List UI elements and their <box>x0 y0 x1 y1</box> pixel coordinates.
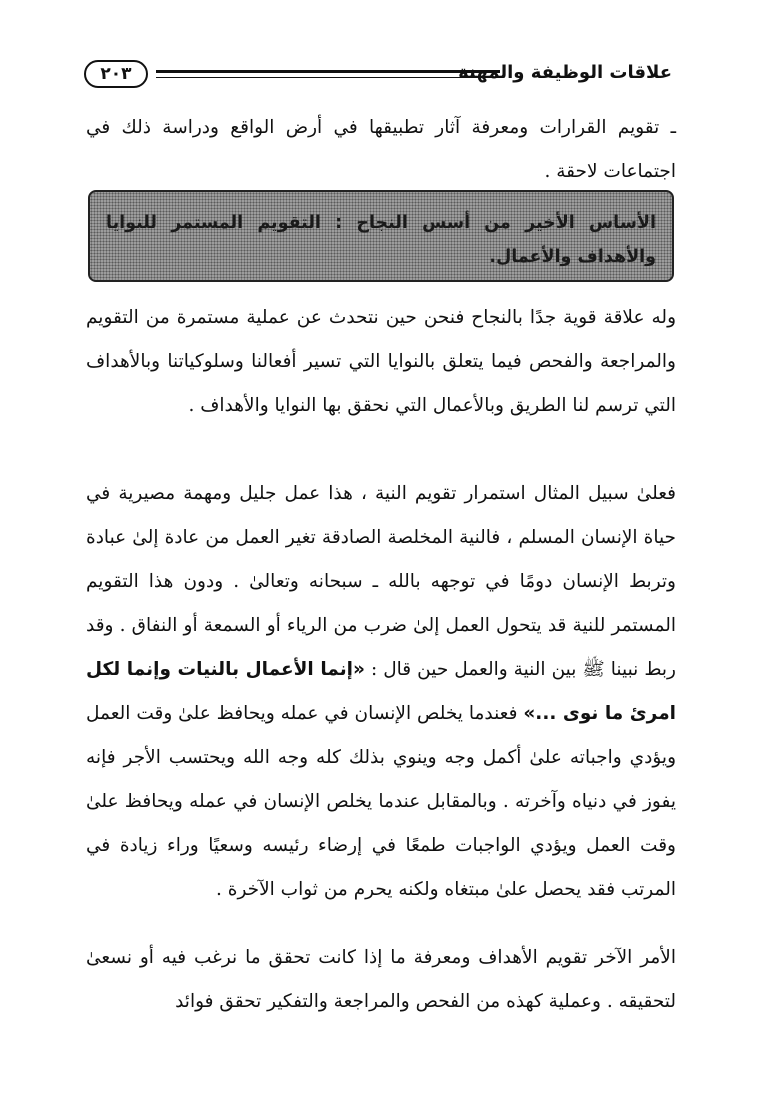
paragraph-1-text: وله علاقة قوية جدًا بالنجاح فنحن حين نتحدث عن عملية مستمرة من التقويم والمراجعة والفحص فيما يتعلق بالنوايا التي تسير أفعالنا وسلوكياتنا وبالأهداف التي ترسم لنا الطريق وبالأعمال التي نحقق بها النوايا والأهداف . <box>86 307 676 416</box>
intro-text: ـ تقويم القرارات ومعرفة آثار تطبيقها في أرض الواقع ودراسة ذلك في اجتماعات لاحقة . <box>86 117 676 182</box>
paragraph-2-rest: فعندما يخلص الإنسان في عمله ويحافظ علىٰ وقت العمل ويؤدي واجباته علىٰ أكمل وجه وينوي بذلك كله وجه الله ويحتسب الأجر فإنه يفوز في دنياه وآخرته . وبالمقابل عندما يخلص الإنسان في عمله ويحافظ علىٰ وقت العمل ويؤدي الواجبات طمعًا في إرضاء رئيسه وسعيًا وراء زيادة في المرتب فقد يحصل علىٰ مبتغاه ولكنه يحرم من ثواب الآخرة . <box>86 703 676 900</box>
paragraph-1 <box>86 296 676 428</box>
section-heading: الأساس الأخير من أسس النجاح : التقويم المستمر للنوايا والأهداف والأعمال. <box>106 213 656 267</box>
paragraph-2-text <box>86 472 676 912</box>
paragraph-3 <box>86 936 676 1024</box>
page-header <box>84 58 672 94</box>
paragraph-2 <box>86 472 676 912</box>
intro-paragraph <box>86 106 676 194</box>
paragraph-2-lead: فعلىٰ سبيل المثال استمرار تقويم النية ، هذا عمل جليل ومهمة مصيرية في حياة الإنسان المسلم ، فالنية المخلصة الصادقة تغير العمل من عادة إلىٰ عبادة وتربط الإنسان دومًا في توجهه بالله ـ سبحانه وتعالىٰ . ودون هذا التقويم المستمر للنية قد يتحول العمل إلىٰ ضرب من الرياء أو السمعة أو النفاق . وقد ربط نبينا ﷺ بين النية والعمل حين قال : <box>86 483 676 680</box>
header-rule <box>156 70 500 78</box>
running-title: علاقات الوظيفة والمهنة <box>458 62 672 83</box>
hadith-quote: «إنما الأعمال بالنيات وإنما لكل امرئ ما نوى ...» <box>86 659 676 724</box>
section-heading-box <box>88 190 674 282</box>
page-number: ٢٠٣ <box>84 60 148 88</box>
paragraph-3-text: الأمر الآخر تقويم الأهداف ومعرفة ما إذا كانت تحقق ما نرغب فيه أو نسعىٰ لتحقيقه . وعملية كهذه من الفحص والمراجعة والتفكير تحقق فوائد <box>86 947 676 1012</box>
